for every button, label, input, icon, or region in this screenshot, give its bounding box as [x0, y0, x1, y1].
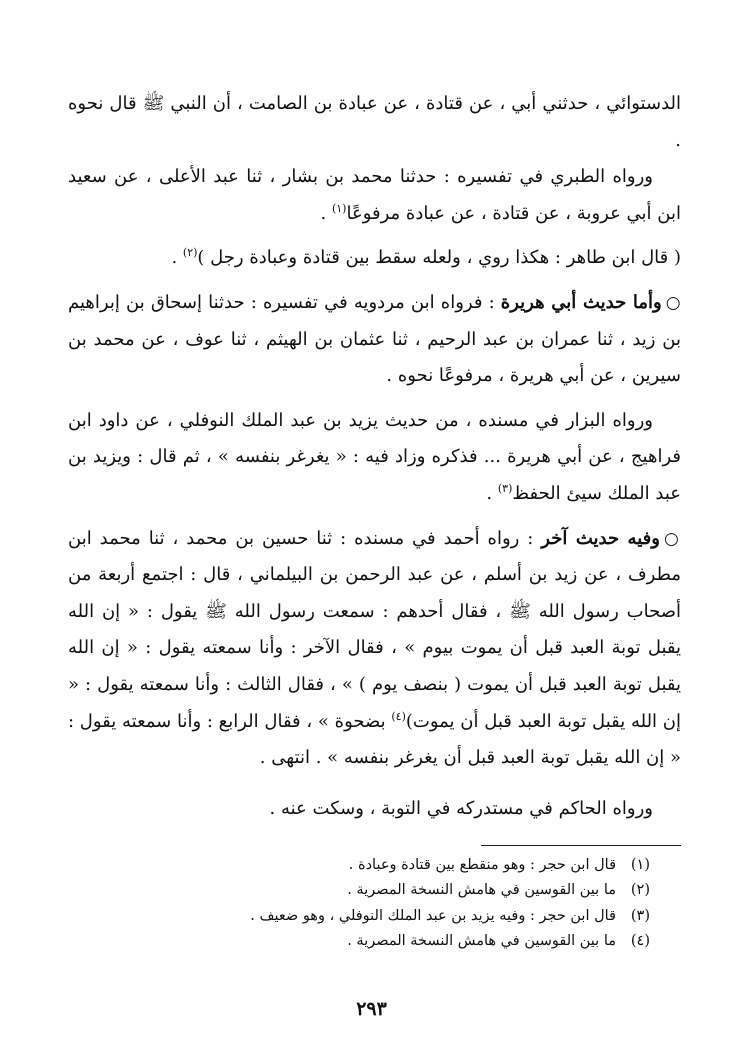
paragraph-text: ورواه الطبري في تفسيره : حدثنا محمد بن بشار ، ثنا عبد الأعلى ، عن سعيد ابن أبي عروبة ، عن قتادة ، عن عبادة مرفوعًا — [68, 166, 681, 224]
footnote-marker: (٤) — [391, 709, 406, 723]
footnote-number: (١) — [630, 857, 650, 873]
paragraph-text: ورواه البزار في مسنده ، من حديث يزيد بن عبد الملك النوفلي ، عن داود ابن فراهيج ، عن أبي هريرة ... فذكره وزاد فيه : « يغرغر بنفسه » ، ثم قال : ويزيد بن عبد الملك سيئ الحفظ — [68, 409, 681, 504]
paragraph-text: الدستوائي ، حدثني أبي ، عن قتادة ، عن عبادة بن الصامت ، أن النبي ﷺ قال نحوه . — [68, 93, 681, 151]
footnote-number: (٢) — [630, 882, 650, 899]
footnote-number: (٤) — [630, 932, 650, 949]
footnote — [60, 853, 650, 878]
footnotes — [60, 853, 650, 954]
footnote-text: قال ابن حجر : وفيه يزيد بن عبد الملك النوفلي ، وهو ضعيف . — [250, 907, 616, 924]
footnote-text: ما بين القوسين في هامش النسخة المصرية . — [347, 932, 616, 949]
footnote-marker: (٣) — [497, 481, 513, 495]
footnote-marker: (١) — [331, 201, 347, 215]
section-heading: وفيه حديث آخر — [541, 527, 660, 549]
paragraph-4 — [68, 285, 681, 395]
paragraph-end: . — [486, 482, 498, 504]
footnote — [60, 878, 650, 903]
circle-bullet-icon: ○ — [663, 528, 681, 549]
section-heading: وأما حديث أبي هريرة — [500, 291, 662, 313]
footnote-number: (٣) — [630, 907, 650, 924]
paragraph-3 — [68, 240, 681, 277]
page-number: ٢٩٣ — [356, 998, 387, 1020]
main-text — [68, 86, 681, 827]
paragraph-2 — [68, 159, 681, 232]
footnote-text: ما بين القوسين في هامش النسخة المصرية . — [347, 882, 616, 899]
footnote — [60, 904, 650, 929]
paragraph-text: : رواه أحمد في مسنده : ثنا حسين بن محمد ، ثنا محمد ابن مطرف ، عن زيد بن أسلم ، عن عبد الرحمن بن البيلماني ، قال : اجتمع أربعة من أصحاب رسول الله ﷺ ، فقال أحدهم : سمعت رسول الله ﷺ يقول : « إن الله يقبل توبة العبد قبل أن يموت بيوم » ، فقال الآخر : وأنا سمعته يقول : « إن الله يقبل توبة العبد قبل أن يموت ( بنصف يوم ) » ، فقال الثالث : وأنا سمعته يقول : « إن الله يقبل توبة العبد قبل أن يموت) — [68, 527, 681, 732]
paragraph-7 — [68, 791, 681, 828]
paragraph-end: . — [320, 202, 332, 224]
footnote-separator — [481, 845, 681, 846]
paragraph-1 — [68, 86, 681, 159]
paragraph-5 — [68, 403, 681, 513]
paragraph-end: بضحوة » ، فقال الرابع : وأنا سمعته يقول : « إن الله يقبل توبة العبد قبل أن يغرغر بنفسه » . انتهى . — [67, 710, 681, 769]
circle-bullet-icon: ○ — [665, 292, 681, 313]
paragraph-6 — [68, 521, 681, 777]
footnote-marker: (٢) — [182, 246, 198, 260]
paragraph-text: ( قال ابن طاهر : هكذا روي ، ولعله سقط بين قتادة وعبادة رجل ) — [197, 247, 681, 269]
paragraph-end: . — [171, 247, 183, 269]
paragraph-text: : فرواه ابن مردويه في تفسيره : حدثنا إسحاق بن إبراهيم بن زيد ، ثنا عمران بن عبد الرحيم ، ثنا عثمان بن الهيثم ، ثنا عوف ، عن محمد بن سيرين ، عن أبي هريرة ، مرفوعًا نحوه . — [68, 291, 681, 387]
footnote-text: قال ابن حجر : وهو منقطع بين قتادة وعبادة . — [348, 857, 616, 873]
paragraph-text: ورواه الحاكم في مستدركه في التوبة ، وسكت عنه . — [269, 797, 653, 819]
footnote — [60, 929, 650, 954]
